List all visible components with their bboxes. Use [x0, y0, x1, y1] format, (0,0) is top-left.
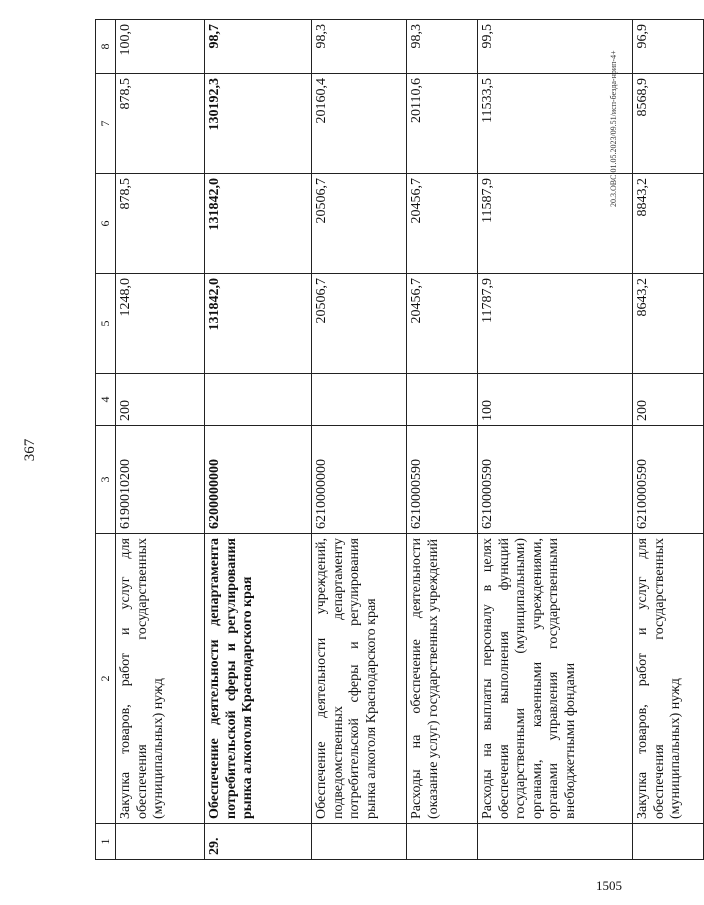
table-row [407, 20, 478, 860]
row-target-code: 6210000590 [633, 426, 704, 534]
row-value-col7: 11533,5 [478, 74, 633, 174]
row-value-col7: 130192,3 [205, 74, 312, 174]
row-value-col5: 131842,0 [205, 274, 312, 374]
row-value-col7: 20160,4 [312, 74, 407, 174]
row-number [478, 824, 633, 860]
row-target-code: 6200000000 [205, 426, 312, 534]
table-row [116, 20, 205, 860]
row-expense-type [205, 374, 312, 426]
row-target-code: 6190010200 [116, 426, 205, 534]
row-value-col6: 878,5 [116, 174, 205, 274]
row-value-col7: 878,5 [116, 74, 205, 174]
column-header: 6 [96, 174, 116, 274]
row-value-col7: 20110,6 [407, 74, 478, 174]
row-number: 29. [205, 824, 312, 860]
table-row [312, 20, 407, 860]
column-header: 1 [96, 824, 116, 860]
row-value-col5: 1248,0 [116, 274, 205, 374]
row-value-col5: 8643,2 [633, 274, 704, 374]
table-header-row [96, 20, 116, 860]
budget-table [95, 19, 704, 860]
row-number [407, 824, 478, 860]
row-value-col8: 98,3 [407, 20, 478, 74]
column-header: 7 [96, 74, 116, 174]
row-target-code: 6210000590 [478, 426, 633, 534]
page-number-bottom: 1505 [596, 878, 622, 893]
row-value-col8: 99,5 [478, 20, 633, 74]
page-number-top: 367 [22, 438, 38, 462]
row-value-col8: 100,0 [116, 20, 205, 74]
row-expense-type [312, 374, 407, 426]
document-code: 20.3.OBC.01.05.2023/09.51/исп-безда-нрип-4+ [609, 50, 618, 207]
row-value-col6: 20456,7 [407, 174, 478, 274]
column-header: 2 [96, 534, 116, 824]
column-header: 8 [96, 20, 116, 74]
column-header: 3 [96, 426, 116, 534]
row-value-col5: 11787,9 [478, 274, 633, 374]
row-value-col8: 96,9 [633, 20, 704, 74]
row-expense-type: 100 [478, 374, 633, 426]
row-description: Расходы на выплаты персоналу в целях обеспечения выполнения функций государственными (муниципальными) органами, казенными учреждениями, органами управления государственными внебюджетными фондами [478, 534, 633, 824]
row-value-col6: 11587,9 [478, 174, 633, 274]
table-row [478, 20, 633, 860]
row-value-col8: 98,3 [312, 20, 407, 74]
table-row [205, 20, 312, 860]
row-value-col6: 20506,7 [312, 174, 407, 274]
row-value-col6: 8843,2 [633, 174, 704, 274]
row-expense-type: 200 [116, 374, 205, 426]
row-expense-type [407, 374, 478, 426]
column-header: 4 [96, 374, 116, 426]
row-description: Обеспечение деятельности департамента потребительской сферы и регулирования рынка алкоголя Краснодарского края [205, 534, 312, 824]
row-description: Закупка товаров, работ и услуг для обеспечения государственных (муниципальных) нужд [116, 534, 205, 824]
row-value-col8: 98,7 [205, 20, 312, 74]
row-description: Обеспечение деятельности учреждений, подведомственных департаменту потребительской сферы и регулирования рынка алкоголя Краснодарского края [312, 534, 407, 824]
table-row [633, 20, 704, 860]
row-target-code: 6210000000 [312, 426, 407, 534]
row-number [312, 824, 407, 860]
row-value-col5: 20456,7 [407, 274, 478, 374]
row-value-col6: 131842,0 [205, 174, 312, 274]
row-value-col7: 8568,9 [633, 74, 704, 174]
row-target-code: 6210000590 [407, 426, 478, 534]
row-number [116, 824, 205, 860]
row-description: Закупка товаров, работ и услуг для обеспечения государственных (муниципальных) нужд [633, 534, 704, 824]
row-value-col5: 20506,7 [312, 274, 407, 374]
column-header: 5 [96, 274, 116, 374]
row-description: Расходы на обеспечение деятельности (оказание услуг) государственных учреждений [407, 534, 478, 824]
row-number [633, 824, 704, 860]
row-expense-type: 200 [633, 374, 704, 426]
